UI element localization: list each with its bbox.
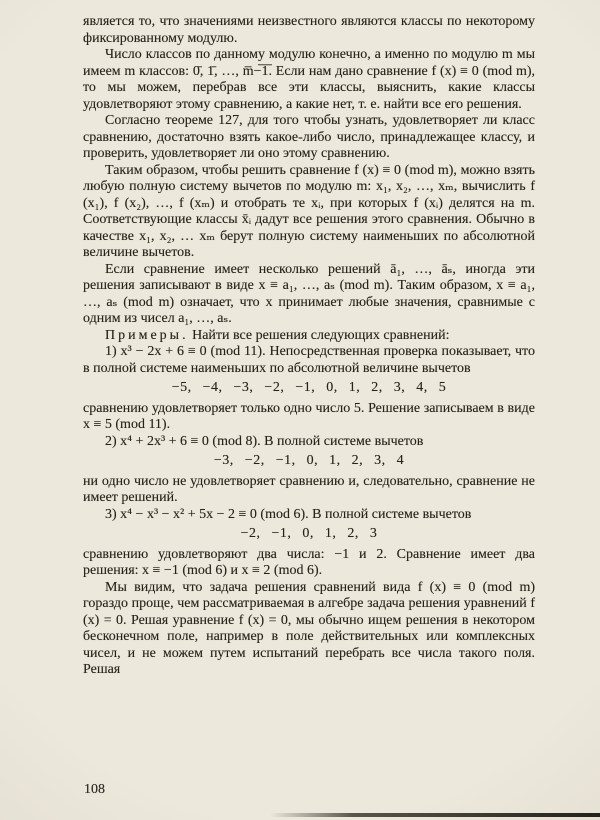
para-class-count: Число классов по данному модулю конечно, а именно по модулю m мы имеем m классов: 0̄, 1̄, …, m̅−̅1̅. Если нам дано сравнение f (x) ≡ 0 (mod m), то мы можем, перебрав все эти классы, выяснить, какие классы удовлетворяют этому сравнению, а какие нет, т. е. найти все его решения. bbox=[83, 47, 535, 112]
para-example-2: 2) x⁴ + 2x³ + 6 ≡ 0 (mod 8). В полной системе вычетов bbox=[105, 433, 424, 449]
para-example-2-solution: ни одно число не удовлетворяет сравнению и, следовательно, сравнение не имеет решений. bbox=[83, 473, 535, 505]
para-example-3: 3) x⁴ − x³ − x² + 5x − 2 ≡ 0 (mod 6). В полной системе вычетов bbox=[105, 506, 472, 522]
examples-label: Примеры. bbox=[105, 327, 189, 343]
formula-residues-mod-8: −3, −2, −1, 0, 1, 2, 3, 4 bbox=[213, 453, 405, 468]
para-congruence-vs-equation: Мы видим, что задача решения сравнений вида f (x) ≡ 0 (mod m) гораздо проще, чем рассматриваемая в алгебре задача решения уравнений f (x) = 0. Решая уравнение f (x) = 0, мы обычно ищем решения в некотором бесконечном поле, например в поле действительных или комплексных чисел, и не можем путем испытаний перебрать все числа такого поля. Решая bbox=[83, 579, 535, 677]
para-example-1: 1) x³ − 2x + 6 ≡ 0 (mod 11). Непосредственная проверка показывает, что в полной системе наименьших по абсолютной величине вычетов bbox=[83, 344, 535, 376]
formula-residues-mod-11: −5, −4, −3, −2, −1, 0, 1, 2, 3, 4, 5 bbox=[171, 380, 447, 395]
para-examples-heading bbox=[83, 328, 535, 345]
para-multiple-solutions-notation: Если сравнение имеет несколько решений ā₁, …, āₛ, иногда эти решения записывают в виде x ≡ a₁, …, aₛ (mod m). Таким образом, x ≡ a₁, …, aₛ (mod m) означает, что x принимает любые значения, сравнимые с одним из чисел a₁, …, aₛ. bbox=[83, 261, 535, 326]
para-example-1-solution: сравнению удовлетворяет только одно число 5. Решение записываем в виде x ≡ 5 (mod 11). bbox=[83, 400, 535, 432]
formula-residues-mod-6: −2, −1, 0, 1, 2, 3 bbox=[240, 526, 378, 541]
text-column bbox=[83, 14, 535, 679]
scan-artifact-bottom-edge bbox=[270, 813, 600, 817]
examples-task-text: Найти все решения следующих сравнений: bbox=[192, 327, 450, 343]
page-number: 108 bbox=[84, 782, 105, 797]
para-residue-system-method: Таким образом, чтобы решить сравнение f (x) ≡ 0 (mod m), можно взять любую полную систему вычетов по модулю m: x₁, x₂, …, xₘ, вычислить f (x₁), f (x₂), …, f (xₘ) и отобрать те xᵢ, при которых f (xᵢ) делятся на m. Соответствующие классы x̄ᵢ дадут все решения этого сравнения. Обычно в качестве x₁, x₂, … xₘ берут полную систему наименьших по абсолютной величине вычетов. bbox=[83, 162, 535, 260]
para-example-3-solution: сравнению удовлетворяют два числа: −1 и 2. Сравнение имеет два решения: x ≡ −1 (mod 6) и x ≡ 2 (mod 6). bbox=[83, 546, 535, 578]
para-unknown-values-classes: является то, что значениями неизвестного являются классы по некоторому фиксированному модулю. bbox=[83, 14, 535, 46]
para-theorem-127: Согласно теореме 127, для того чтобы узнать, удовлетворяет ли класс сравнению, достаточно взять какое-либо число, принадлежащее классу, и проверить, удовлетворяет ли оно этому сравнению. bbox=[83, 113, 535, 161]
